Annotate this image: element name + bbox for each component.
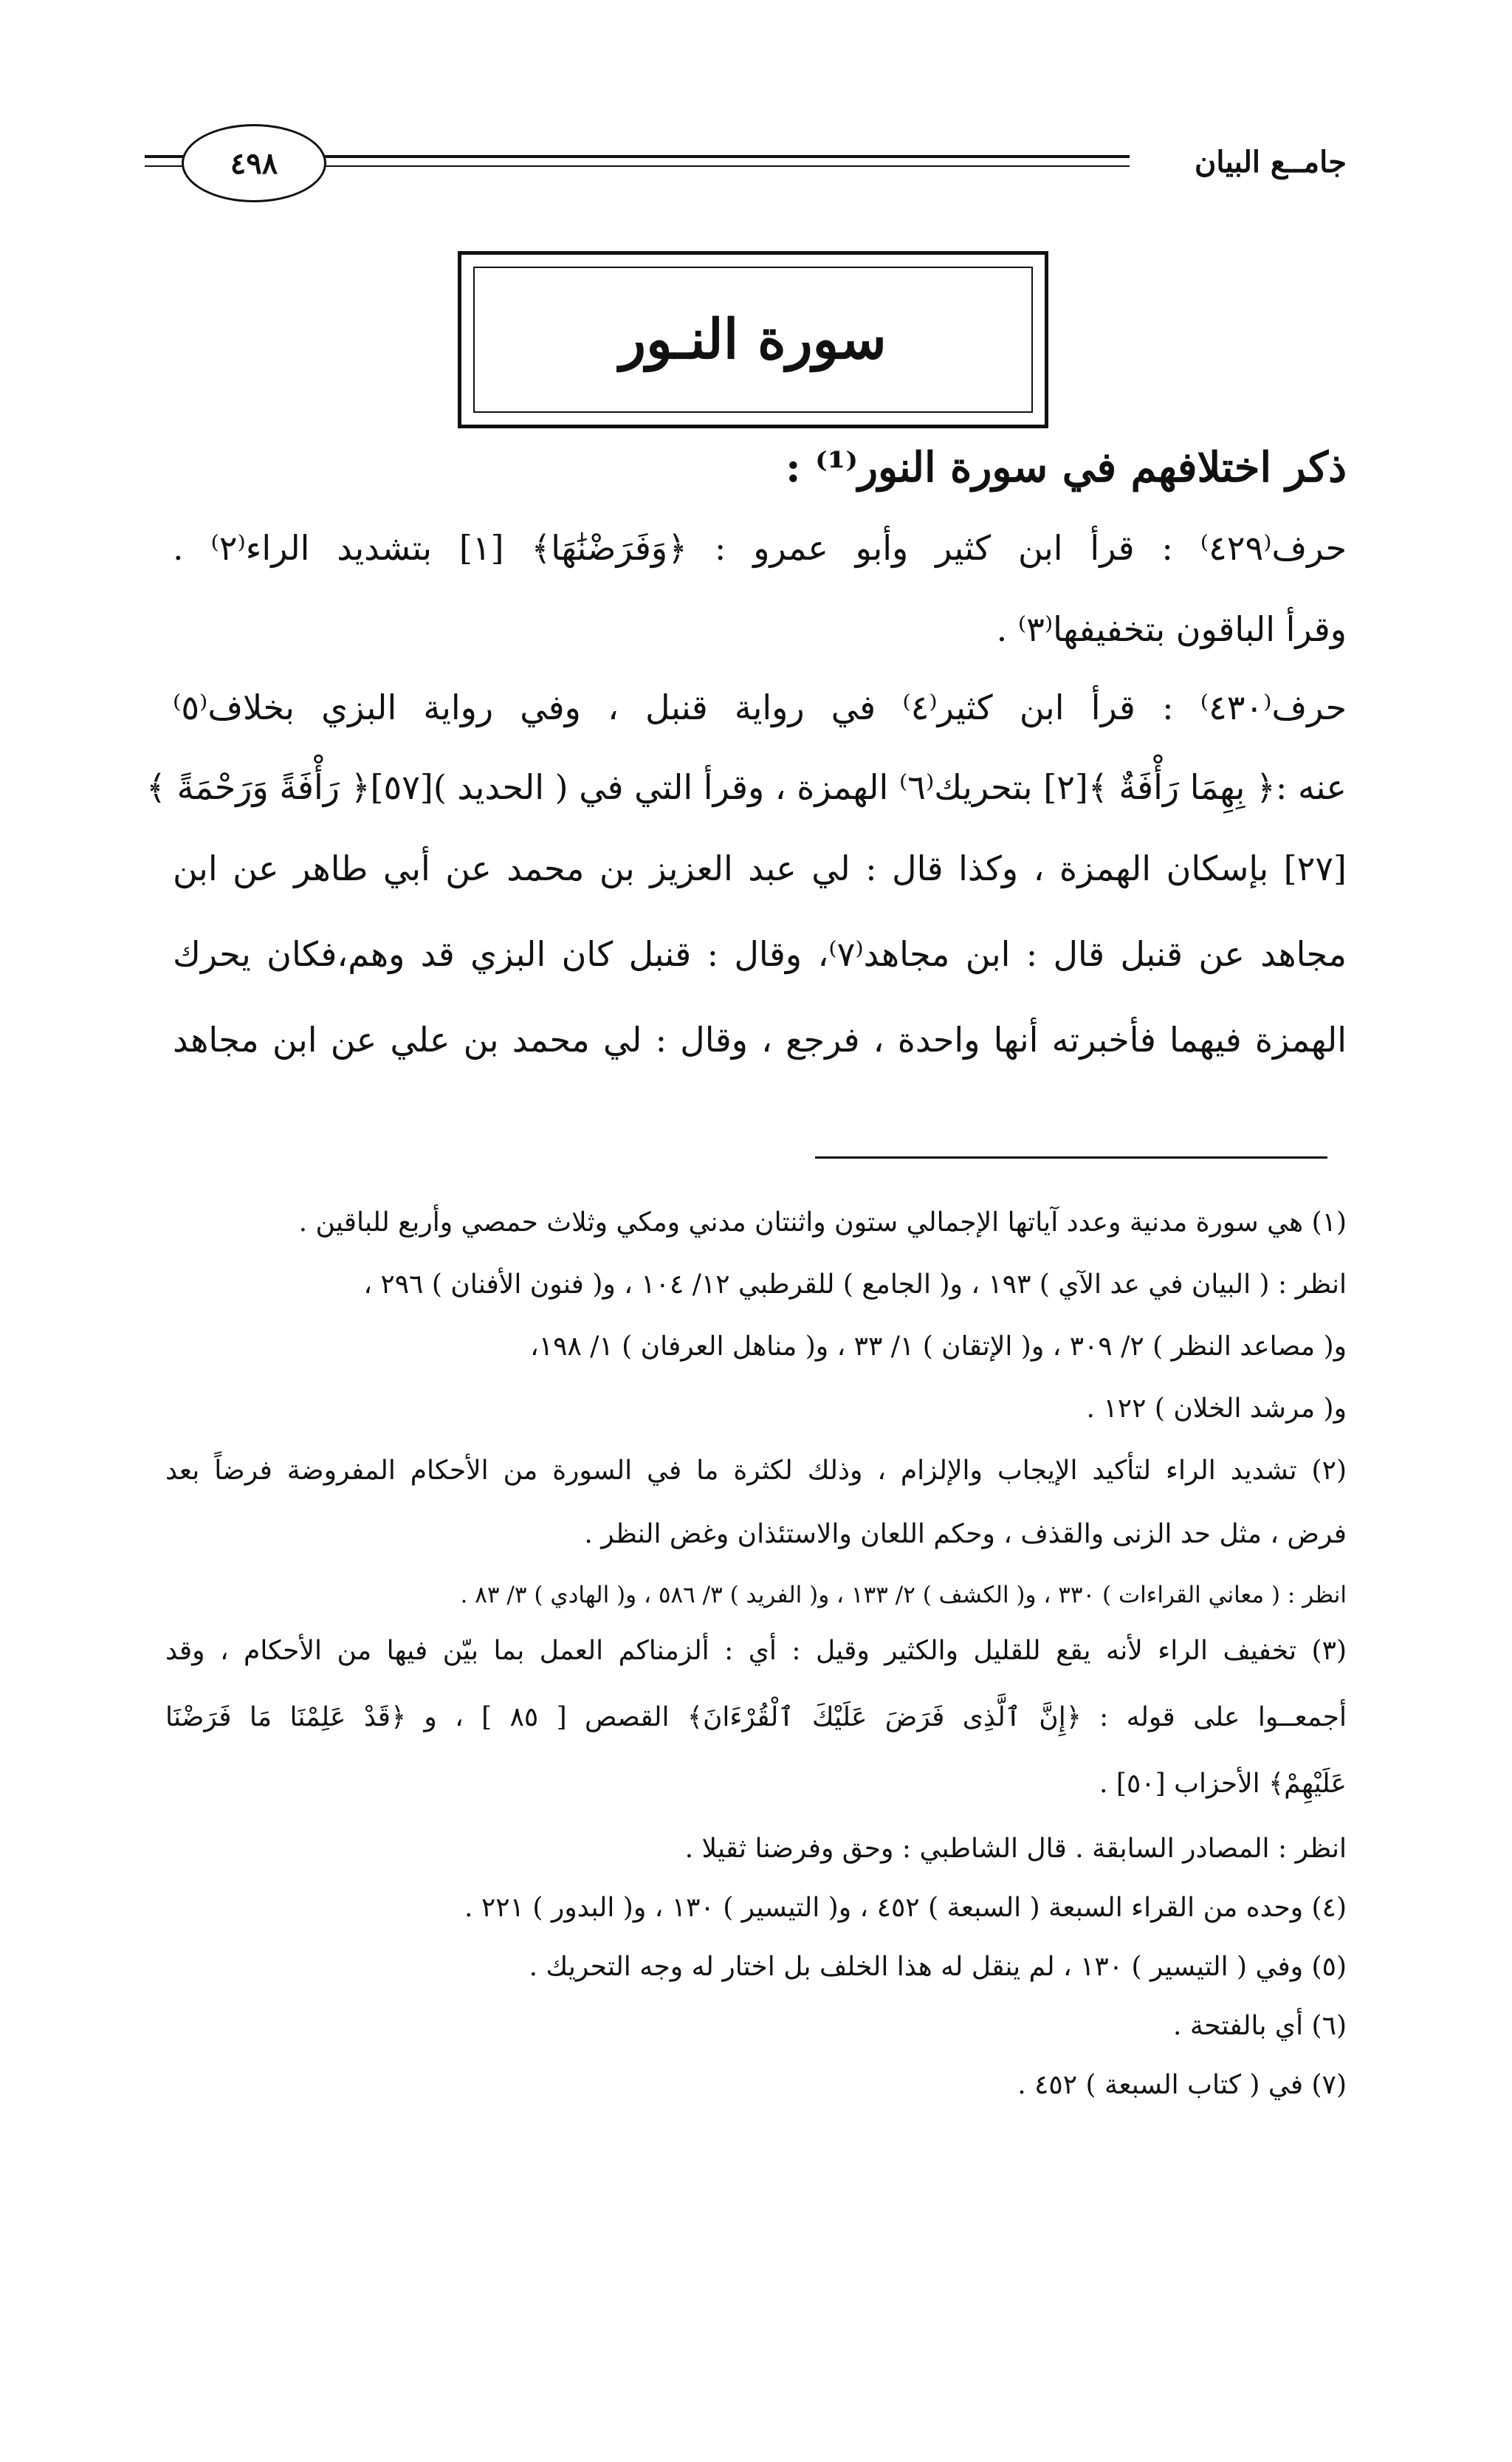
section-heading: ذكر اختلافهم في سورة النور⁽¹⁾ :	[785, 443, 1347, 492]
footnote-line: عَلَيْهِمْ﴾ الأحزاب [٥٠] .	[1099, 1769, 1347, 1799]
footnote-line: (٦) أي بالفتحة .	[1173, 2011, 1347, 2041]
body-line: مجاهد عن قنبل قال : ابن مجاهد⁽٧⁾، وقال : قنبل كان البزي قد وهم،فكان يحرك	[173, 934, 1347, 974]
footnote-line: (٧) في ( كتاب السبعة ) ٤٥٢ .	[1017, 2070, 1347, 2100]
footnote-line: أجمعــوا على قوله : ﴿إِنَّ ٱلَّذِى فَرَضَ عَلَيْكَ ٱلْقُرْءَانَ﴾ القصص [ ٨٥ ] ، و ﴿قَدْ عَلِمْنَا مَا فَرَضْنَا	[165, 1702, 1347, 1732]
body-line: حرف⁽٤٢٩⁾ : قرأ ابن كثير وأبو عمرو : ﴿وَفَرَضْنَٰهَا﴾ [١] بتشديد الراء⁽٢⁾ .	[173, 528, 1347, 568]
footnote-line: (٢) تشديد الراء لتأكيد الإيجاب والإلزام ، وذلك لكثرة ما في السورة من الأحكام المفروضة فرضاً بعد	[165, 1455, 1347, 1486]
footnote-line: و( مرشد الخلان ) ١٢٢ .	[1086, 1393, 1347, 1424]
body-line: حرف⁽٤٣٠⁾ : قرأ ابن كثير⁽٤⁾ في رواية قنبل ، وفي رواية البزي بخلاف⁽٥⁾	[173, 687, 1347, 727]
footnote-line: (٤) وحده من القراء السبعة ( السبعة ) ٤٥٢ ، و( التيسير ) ١٣٠ ، و( البدور ) ٢٢١ .	[464, 1893, 1347, 1923]
footnote-line: (٣) تخفيف الراء لأنه يقع للقليل والكثير وقيل : أي : ألزمناكم العمل بما بيّن فيها من الأحكام ، وقد	[165, 1636, 1347, 1666]
body-line: الهمزة فيهما فأخبرته أنها واحدة ، فرجع ، وقال : لي محمد بن علي عن ابن مجاهد	[173, 1020, 1347, 1060]
page-number	[182, 124, 326, 202]
running-title: جامــع البيان	[1195, 145, 1347, 179]
footnote-line: فرض ، مثل حد الزنى والقذف ، وحكم اللعان والاستئذان وغض النظر .	[584, 1519, 1347, 1549]
footnote-line: (١) هي سورة مدنية وعدد آياتها الإجمالي ستون واثنتان مدني ومكي وثلاث حمصي وأربع للباقين .	[298, 1207, 1347, 1238]
body-line: وقرأ الباقون بتخفيفها⁽٣⁾ .	[996, 609, 1347, 649]
body-line: [٢٧] بإسكان الهمزة ، وكذا قال : لي عبد العزيز بن محمد عن أبي طاهر عن ابن	[173, 848, 1347, 888]
surah-title-frame	[458, 251, 1048, 428]
footnote-line: انظر : ( البيان في عد الآي ) ١٩٣ ، و( الجامع ) للقرطبي ١٢/ ١٠٤ ، و( فنون الأفنان ) ٢٩٦ ،	[363, 1269, 1347, 1300]
footnote-line: (٥) وفي ( التيسير ) ١٣٠ ، لم ينقل له هذا الخلف بل اختار له وجه التحريك .	[529, 1952, 1347, 1982]
footnote-line: انظر : المصادر السابقة . قال الشاطبي : وحق وفرضنا ثقيلا .	[684, 1834, 1347, 1864]
page-number-text: ٤٩٨	[230, 145, 278, 181]
surah-title: سورة النـور	[619, 308, 887, 371]
surah-title-inner-frame	[473, 267, 1033, 413]
footnote-line: انظر : ( معاني القراءات ) ٣٣٠ ، و( الكشف ) ٢/ ١٣٣ ، و( الفريد ) ٣/ ٥٨٦ ، و( الهادي ) ٣/ ٨٣ .	[460, 1582, 1347, 1608]
header-rule	[310, 155, 1130, 167]
footnote-separator	[815, 1156, 1327, 1159]
body-line: عنه :﴿ بِهِمَا رَأْفَةٌ ﴾[٢] بتحريك⁽٦⁾ الهمزة ، وقرأ التي في ( الحديد )[٥٧]﴿ رَأْفَةً وَرَحْمَةً ﴾	[146, 767, 1347, 807]
footnote-line: و( مصاعد النظر ) ٢/ ٣٠٩ ، و( الإتقان ) ١/ ٣٣ ، و( مناهل العرفان ) ١/ ١٩٨،	[530, 1331, 1347, 1362]
